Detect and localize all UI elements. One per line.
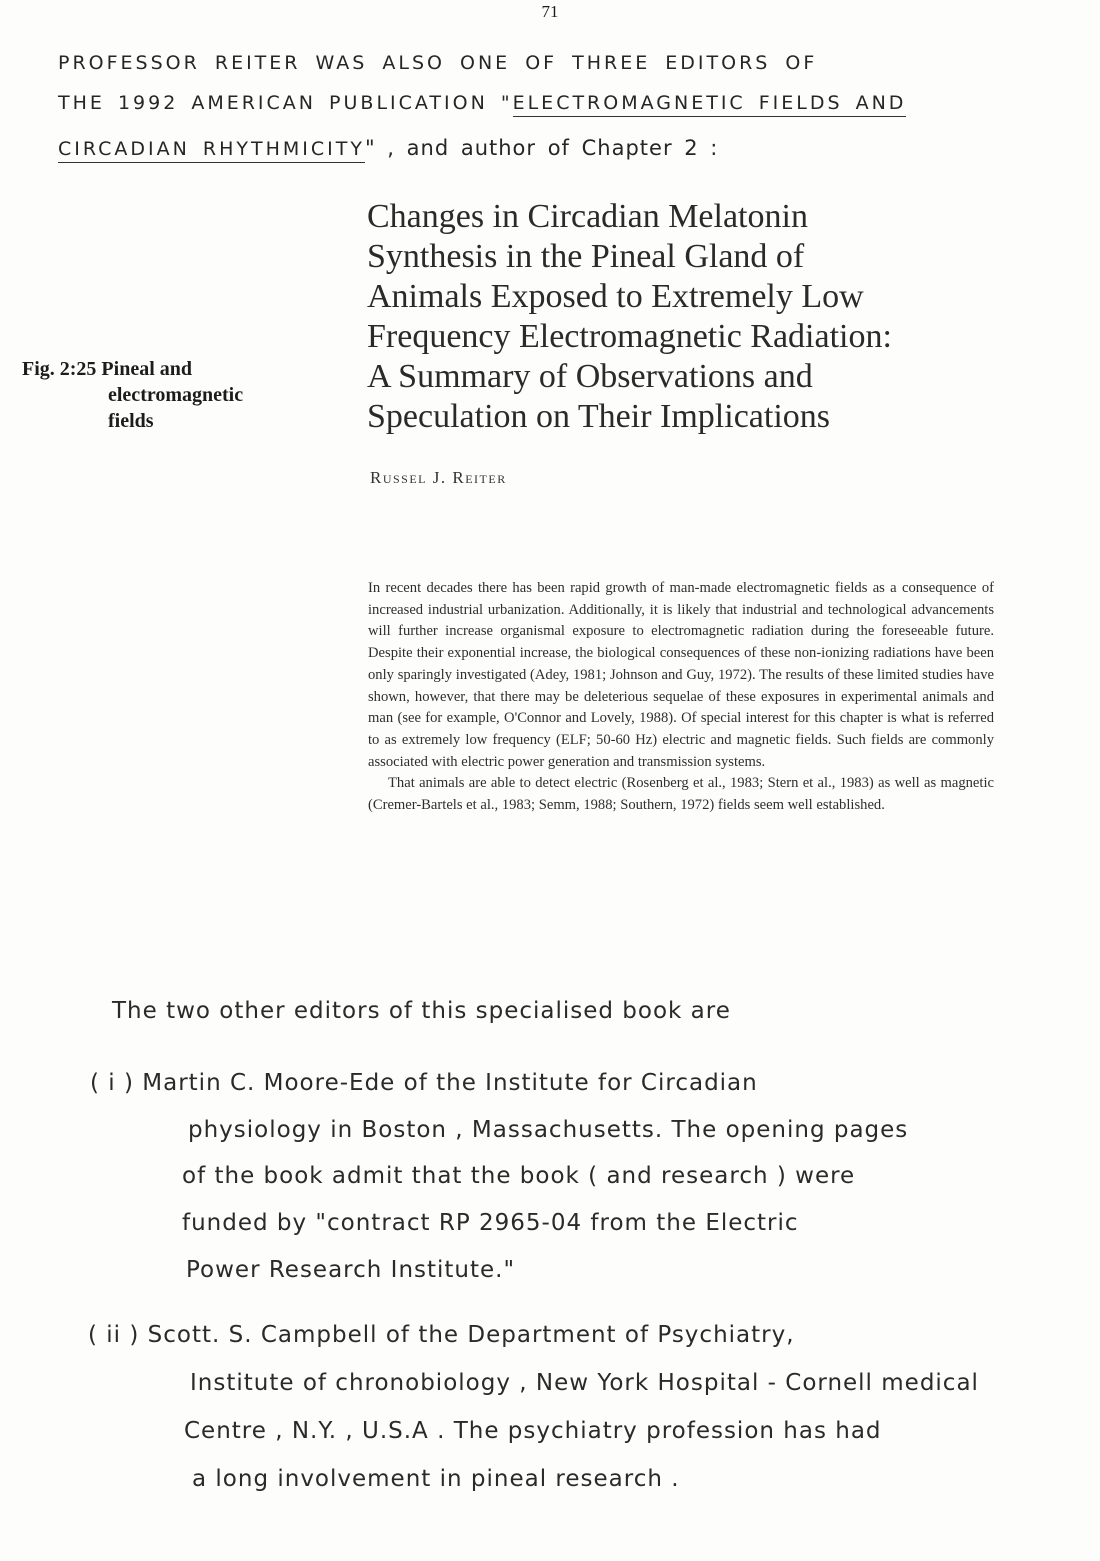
chapter-title-line: Frequency Electromagnetic Radiation: [367, 318, 892, 355]
note-item-1-line: Power Research Institute." [186, 1257, 516, 1283]
header-note-line-1: PROFESSOR REITER WAS ALSO ONE OF THREE EDITORS OF [58, 52, 818, 74]
figure-caption [22, 356, 243, 434]
chapter-title-line: Synthesis in the Pineal Gland of [367, 238, 805, 275]
figure-caption-line-1: Fig. 2:25 Pineal and [22, 358, 193, 380]
chapter-title-line: A Summary of Observations and [367, 358, 813, 395]
notes-intro: The two other editors of this specialised book are [112, 998, 731, 1024]
note-item-2-line: a long involvement in pineal research . [192, 1466, 680, 1492]
chapter-paragraph-2: That animals are able to detect electric (Rosenberg et al., 1983; Stern et al., 1983) as well as magnetic (Cremer-Bartels et al., 1983; Semm, 1988; Southern, 1972) fields seem well established. [368, 775, 994, 814]
book-title-part-1: ELECTROMAGNETIC FIELDS AND [513, 92, 907, 117]
note-item-2-line: Centre , N.Y. , U.S.A . The psychiatry profession has had [184, 1418, 882, 1444]
header-note-line-2-prefix: THE 1992 AMERICAN PUBLICATION " [58, 92, 513, 114]
chapter-title-line: Animals Exposed to Extremely Low [367, 278, 864, 315]
chapter-title [367, 197, 1007, 437]
note-item-1-line: of the book admit that the book ( and research ) were [182, 1163, 856, 1189]
page-number: 71 [541, 2, 559, 21]
chapter-body [368, 578, 994, 817]
chapter-title-line: Changes in Circadian Melatonin [367, 198, 808, 235]
note-item-1-line: physiology in Boston , Massachusetts. The opening pages [188, 1117, 909, 1143]
figure-caption-line-2: electromagnetic [108, 384, 244, 406]
note-item-1-line: funded by "contract RP 2965-04 from the Electric [182, 1210, 799, 1236]
chapter-title-line: Speculation on Their Implications [367, 398, 831, 435]
figure-caption-line-3: fields [108, 410, 154, 432]
note-item-1-line: ( i ) Martin C. Moore-Ede of the Institute for Circadian [90, 1070, 758, 1096]
note-item-2-line: Institute of chronobiology , New York Hospital - Cornell medical [190, 1370, 979, 1396]
book-title-part-2: CIRCADIAN RHYTHMICITY [58, 138, 365, 163]
chapter-author: Russel J. Reiter [370, 468, 507, 487]
chapter-paragraph-1: In recent decades there has been rapid growth of man-made electromagnetic fields as a consequence of increased industrial urbanization. Additionally, it is likely that industrial and technological advancements will further increase organismal exposure to electromagnetic radiation during the foreseeable future. Despite their exponential increase, the biological consequences of these non-ionizing radiations have been only sparingly investigated (Adey, 1981; Johnson and Guy, 1972). The results of these limited studies have shown, however, that there may be deleterious sequelae of these exposures in experimental animals and man (see for example, O'Connor and Lovely, 1988). Of special interest for this chapter is what is referred to as extremely low frequency (ELF; 50-60 Hz) electric and magnetic fields. Such fields are commonly associated with electric power generation and transmission systems. [368, 580, 994, 770]
header-note-line-2 [58, 92, 906, 114]
header-note-line-3 [58, 136, 718, 160]
note-item-2-line: ( ii ) Scott. S. Campbell of the Department of Psychiatry, [88, 1322, 795, 1348]
header-note-line-3-suffix: " , and author of Chapter 2 : [364, 136, 719, 160]
